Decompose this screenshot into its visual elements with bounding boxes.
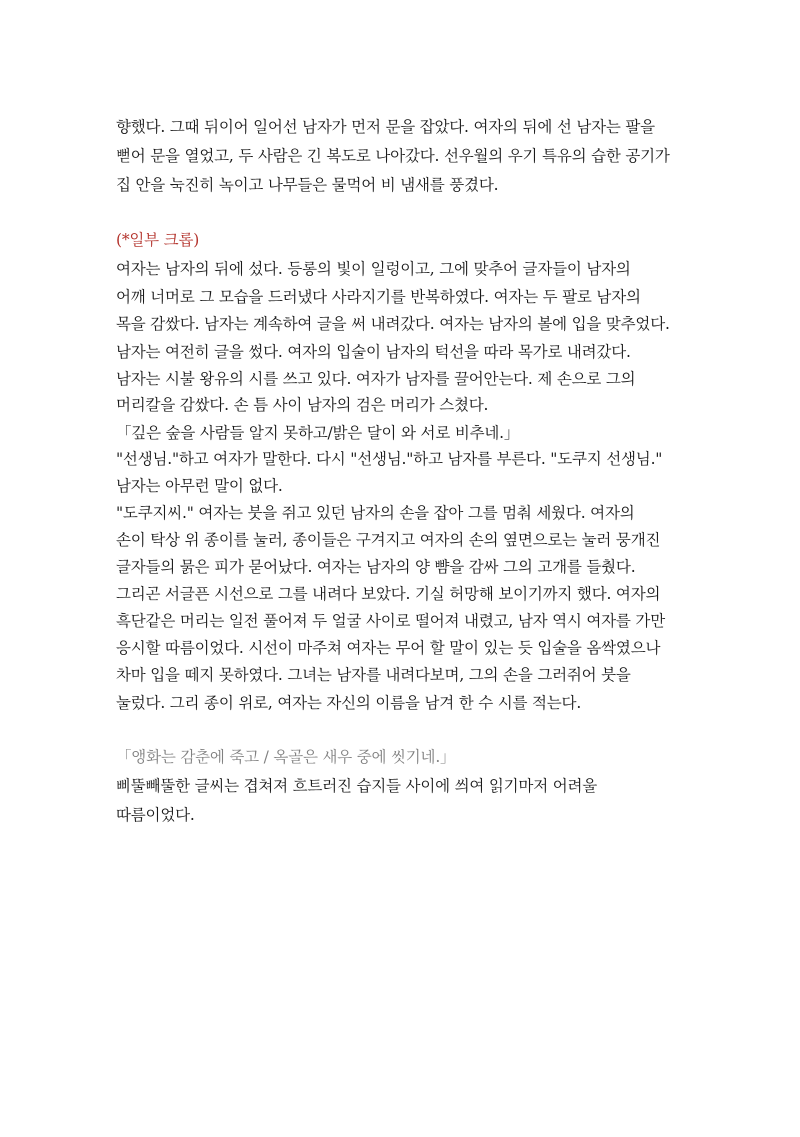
paragraph-3-line-1: 삐뚤빼뚤한 글씨는 겹쳐져 흐트러진 습지들 사이에 씌여 읽기마저 어려울	[116, 777, 598, 795]
paragraph-2-line-1: 여자는 남자의 뒤에 섰다. 등롱의 빛이 일렁이고, 그에 맞추어 글자들이 남자의	[116, 260, 631, 278]
paragraph-2-line-13: 그리곤 서글픈 시선으로 그를 내려다 보았다. 기실 허망해 보이기까지 했다. 여자의	[116, 585, 661, 603]
paragraph-2-line-10: "도쿠지씨." 여자는 붓을 쥐고 있던 남자의 손을 잡아 그를 멈춰 세웠다. 여자의	[116, 504, 635, 522]
paragraph-2-line-15: 응시할 따름이었다. 시선이 마주쳐 여자는 무어 할 말이 있는 듯 입술을 옴싹였으나	[116, 639, 661, 657]
paragraph-2-line-2: 어깨 너머로 그 모습을 드러냈다 사라지기를 반복하였다. 여자는 두 팔로 남자의	[116, 288, 641, 306]
paragraph-2-line-16: 차마 입을 떼지 못하였다. 그녀는 남자를 내려다보며, 그의 손을 그러쥐어 붓을	[116, 666, 631, 684]
paragraph-2-line-9: 남자는 아무런 말이 없다.	[116, 477, 283, 495]
paragraph-3-line-2: 따름이었다.	[116, 806, 195, 824]
paragraph-2-line-14: 흑단같은 머리는 일전 풀어져 두 얼굴 사이로 떨어져 내렸고, 남자 역시 여자를 가만	[116, 612, 665, 630]
paragraph-1-line-2: 뻗어 문을 열었고, 두 사람은 긴 복도로 나아갔다. 선우월의 우기 특유의 습한 공기가	[116, 147, 670, 165]
poem-quote-2: 「앵화는 감춘에 죽고 / 옥골은 새우 중에 씻기네.」	[116, 748, 456, 766]
paragraph-2-line-6: 머리칼을 감쌌다. 손 틈 사이 남자의 검은 머리가 스쳤다.	[116, 396, 489, 414]
paragraph-2-line-17: 눌렀다. 그리 종이 위로, 여자는 자신의 이름을 남겨 한 수 시를 적는다.	[116, 694, 582, 712]
paragraph-2-line-8: "선생님."하고 여자가 말한다. 다시 "선생님."하고 남자를 부른다. "도쿠지 선생님."	[116, 450, 663, 468]
paragraph-2-line-4: 남자는 여전히 글을 썼다. 여자의 입술이 남자의 턱선을 따라 목가로 내려갔다.	[116, 343, 631, 361]
paragraph-1-line-3: 집 안을 눅진히 녹이고 나무들은 물먹어 비 냄새를 풍겼다.	[116, 176, 499, 194]
paragraph-2-line-11: 손이 탁상 위 종이를 눌러, 종이들은 구겨지고 여자의 손의 옆면으로는 눌러 뭉개진	[116, 531, 661, 549]
paragraph-1-line-1: 향했다. 그때 뒤이어 일어선 남자가 먼저 문을 잡았다. 여자의 뒤에 선 남자는 팔을	[116, 118, 655, 136]
poem-quote-1: 「깊은 숲을 사람들 알지 못하고/밝은 달이 와 서로 비추네.」	[116, 424, 520, 442]
crop-note: (*일부 크롭)	[116, 231, 200, 249]
paragraph-2-line-3: 목을 감쌌다. 남자는 계속하여 글을 써 내려갔다. 여자는 남자의 볼에 입을 맞추었다.	[116, 315, 670, 333]
paragraph-2-line-5: 남자는 시불 왕유의 시를 쓰고 있다. 여자가 남자를 끌어안는다. 제 손으로 그의	[116, 370, 636, 388]
paragraph-2-line-12: 글자들의 묽은 피가 묻어났다. 여자는 남자의 양 뺨을 감싸 그의 고개를 들췄다.	[116, 558, 636, 576]
